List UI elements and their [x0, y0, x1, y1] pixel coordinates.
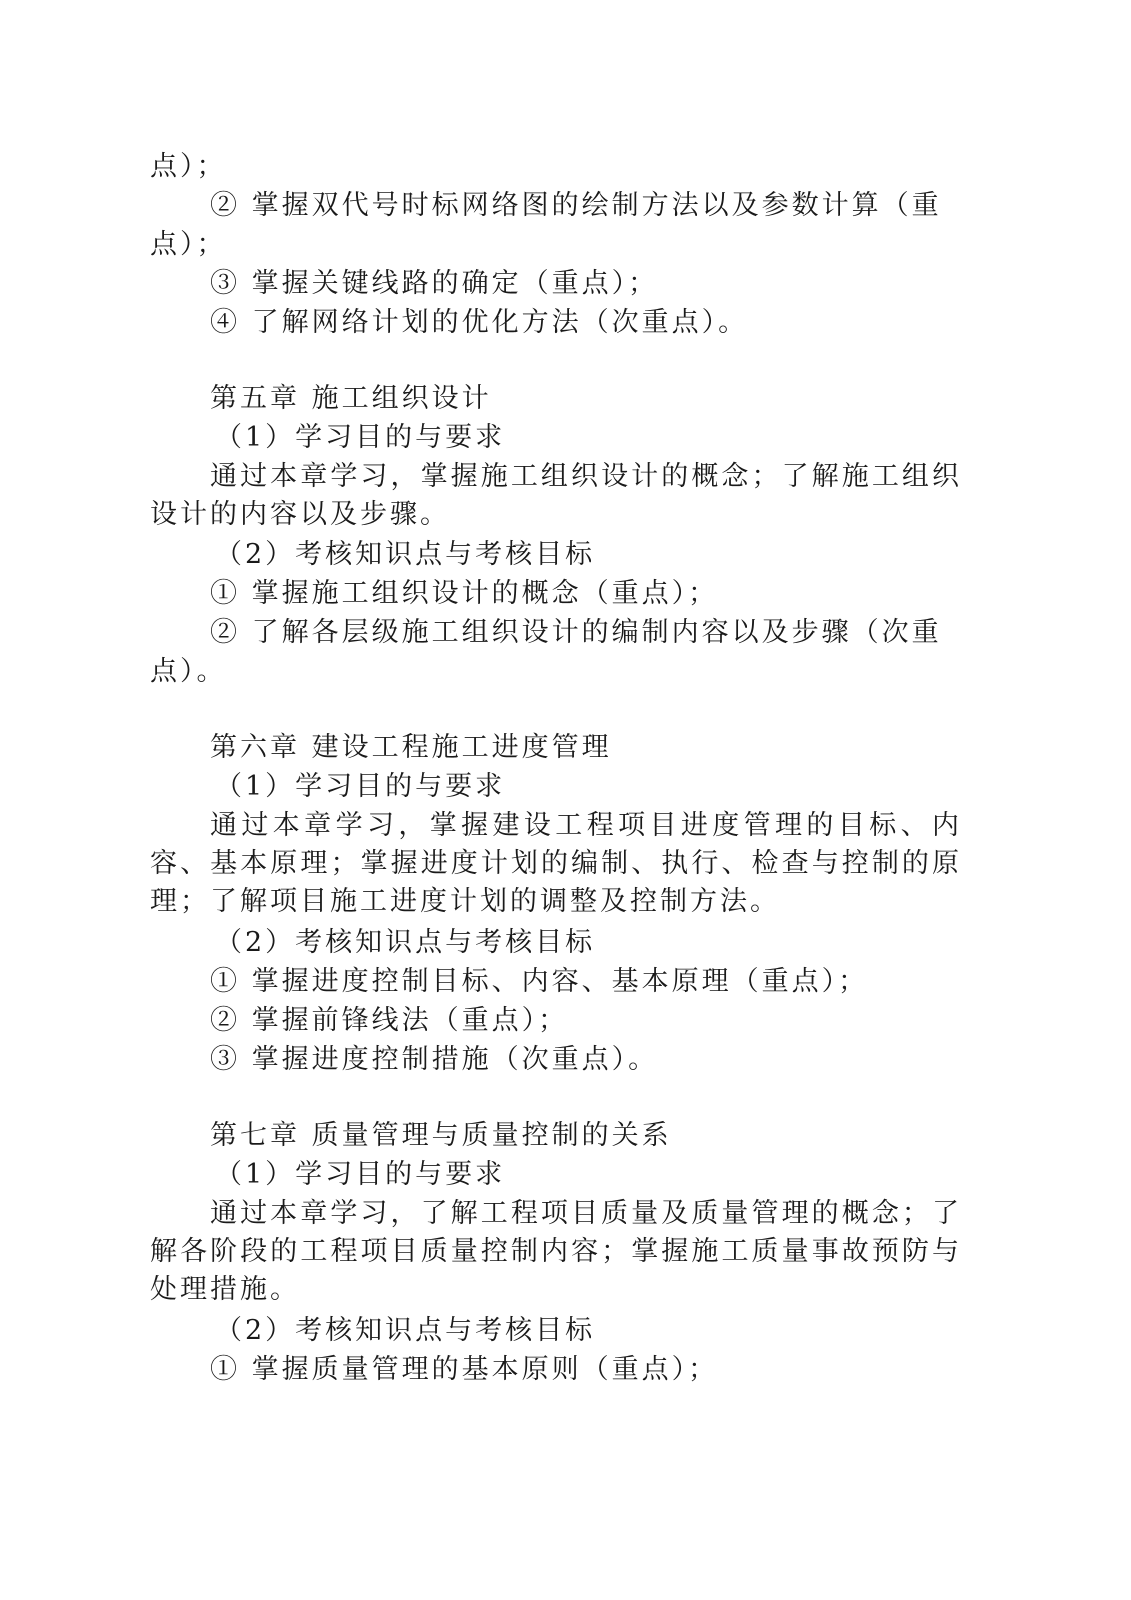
section-heading: （1）学习目的与要求 [215, 771, 506, 802]
list-item: ② 掌握前锋线法（重点）； [210, 1005, 569, 1036]
continuation-line: 点）； [150, 229, 227, 260]
paragraph: 通过本章学习，掌握建设工程项目进度管理的目标、内容、基本原理；掌握进度计划的编制、执行、检查与控制的原理；了解项目施工进度计划的调整及控制方法。 [150, 810, 962, 917]
paragraph: 通过本章学习，了解工程项目质量及质量管理的概念；了解各阶段的工程项目质量控制内容；掌握施工质量事故预防与处理措施。 [150, 1198, 962, 1305]
list-item: ③ 掌握关键线路的确定（重点）； [210, 268, 659, 299]
list-item: ② 掌握双代号时标网络图的绘制方法以及参数计算（重 [210, 190, 942, 221]
chapter-title: 第七章 质量管理与质量控制的关系 [210, 1120, 672, 1151]
section-heading: （2）考核知识点与考核目标 [215, 539, 596, 570]
list-item: ① 掌握进度控制目标、内容、基本原理（重点）； [210, 966, 869, 997]
continuation-line: 点）。 [150, 656, 227, 687]
chapter-title: 第六章 建设工程施工进度管理 [210, 732, 612, 763]
list-item: ③ 掌握进度控制措施（次重点）。 [210, 1044, 659, 1075]
continuation-line: 点）； [150, 151, 227, 182]
list-item: ① 掌握质量管理的基本原则（重点）； [210, 1354, 719, 1385]
paragraph: 通过本章学习，掌握施工组织设计的概念；了解施工组织设计的内容以及步骤。 [150, 461, 962, 530]
section-heading: （2）考核知识点与考核目标 [215, 927, 596, 958]
section-heading: （2）考核知识点与考核目标 [215, 1315, 596, 1346]
list-item: ④ 了解网络计划的优化方法（次重点）。 [210, 307, 749, 338]
list-item: ① 掌握施工组织设计的概念（重点）； [210, 578, 719, 609]
section-heading: （1）学习目的与要求 [215, 422, 506, 453]
section-heading: （1）学习目的与要求 [215, 1159, 506, 1190]
chapter-title: 第五章 施工组织设计 [210, 383, 492, 414]
list-item: ② 了解各层级施工组织设计的编制内容以及步骤（次重 [210, 617, 942, 648]
